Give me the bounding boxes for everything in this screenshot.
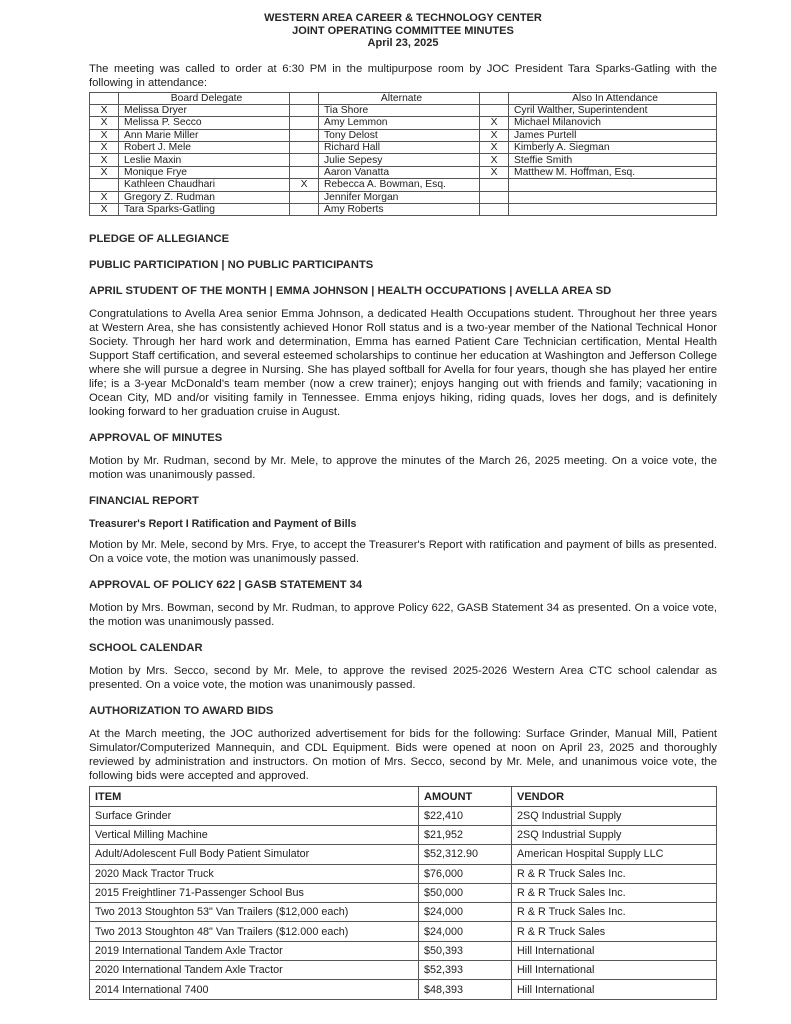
other-present-mark: X <box>480 166 509 178</box>
delegate-name: Melissa P. Secco <box>119 117 290 129</box>
alternate-present-mark <box>290 154 319 166</box>
item-header: ITEM <box>90 787 419 806</box>
bid-amount: $24,000 <box>419 922 512 941</box>
vendor-header: VENDOR <box>512 787 717 806</box>
bid-item: 2019 International Tandem Axle Tractor <box>90 941 419 960</box>
org-name: WESTERN AREA CAREER & TECHNOLOGY CENTER <box>264 12 542 24</box>
section-subheading: Treasurer's Report I Ratification and Payment of Bills <box>89 518 357 531</box>
bid-vendor: Hill International <box>512 941 717 960</box>
bid-item: Adult/Adolescent Full Body Patient Simulator <box>90 845 419 864</box>
bid-row <box>90 980 717 999</box>
attendance-row <box>90 179 717 191</box>
award-bids-section <box>89 704 717 783</box>
bid-item: 2014 International 7400 <box>90 980 419 999</box>
attendance-table <box>89 92 717 217</box>
bid-vendor: 2SQ Industrial Supply <box>512 806 717 825</box>
section-body: Motion by Mr. Mele, second by Mrs. Frye, to accept the Treasurer's Report with ratification and payment of bills as presented. On a voice vote, the motion was unanimously passed. <box>89 539 717 566</box>
bid-row <box>90 961 717 980</box>
bid-item: Two 2013 Stoughton 48" Van Trailers ($12.000 each) <box>90 922 419 941</box>
attendance-header-row <box>90 92 717 104</box>
section-body: Motion by Mrs. Secco, second by Mr. Mele, to approve the revised 2025-2026 Western Area CTC school calendar as presented. On a voice vote, the motion was unanimously passed. <box>89 665 717 692</box>
meeting-date: April 23, 2025 <box>367 37 439 49</box>
bid-amount: $50,000 <box>419 883 512 902</box>
bid-amount: $52,312.90 <box>419 845 512 864</box>
alternate-present-mark <box>290 166 319 178</box>
delegate-present-mark: X <box>90 154 119 166</box>
section-heading: PLEDGE OF ALLEGIANCE <box>89 233 230 246</box>
bid-vendor: R & R Truck Sales Inc. <box>512 864 717 883</box>
student-of-month-section <box>89 284 717 419</box>
alternate-present-mark <box>290 117 319 129</box>
other-present-mark: X <box>480 142 509 154</box>
other-present-mark <box>480 104 509 116</box>
bid-item: 2020 International Tandem Axle Tractor <box>90 961 419 980</box>
alternate-name: Tia Shore <box>319 104 480 116</box>
bid-amount: $21,952 <box>419 826 512 845</box>
alternate-name: Aaron Vanatta <box>319 166 480 178</box>
mark-header <box>90 92 119 104</box>
alternate-name: Amy Lemmon <box>319 117 480 129</box>
other-attendee <box>509 191 717 203</box>
bid-row <box>90 826 717 845</box>
delegate-name: Melissa Dryer <box>119 104 290 116</box>
amount-header: AMOUNT <box>419 787 512 806</box>
other-attendee <box>509 204 717 216</box>
minutes-page <box>89 12 717 1000</box>
bid-item: Two 2013 Stoughton 53" Van Trailers ($12,000 each) <box>90 903 419 922</box>
alternate-present-mark <box>290 191 319 203</box>
attendance-row <box>90 204 717 216</box>
section-body: Motion by Mrs. Bowman, second by Mr. Rudman, to approve Policy 622, GASB Statement 34 as presented. On a voice vote, the motion was unanimously passed. <box>89 602 717 629</box>
bid-row <box>90 903 717 922</box>
alternate-present-mark <box>290 129 319 141</box>
section-heading: APRIL STUDENT OF THE MONTH | EMMA JOHNSON | HEALTH OCCUPATIONS | AVELLA AREA SD <box>89 285 612 298</box>
attendance-row <box>90 117 717 129</box>
alternate-name: Tony Delost <box>319 129 480 141</box>
section-body: Congratulations to Avella Area senior Emma Johnson, a dedicated Health Occupations student. Throughout her three years at Western Area, she has consistently achieved Honor Roll status and is a two-year member of the National Technical Honor Society. Through her hard work and determination, Emma has earned Patient Care Technician certification, Mental Health Support Staff certification, and several esteemed scholarships to continue her education at Washington and Jefferson College where she will pursue a degree in Nursing. She has played softball for Avella for four years, though she has played her entire life; is a 3-year McDonald's team member (now a crew trainer); enjoys hanging out with friends and family; vacationing in Ocean City, MD and/or visiting family in Tennessee. Emma enjoys hiking, riding quads, loves her dogs, and is definitely looking forward to her graduation cruise in August. <box>89 308 717 419</box>
financial-report-section <box>89 494 717 566</box>
policy-section <box>89 578 717 629</box>
bid-amount: $50,393 <box>419 941 512 960</box>
alternate-present-mark <box>290 142 319 154</box>
intro-paragraph: The meeting was called to order at 6:30 PM in the multipurpose room by JOC President Tara Sparks-Gatling with the following in attendance: <box>89 62 717 89</box>
other-attendee: Kimberly A. Siegman <box>509 142 717 154</box>
bid-row <box>90 845 717 864</box>
other-attendee: Matthew M. Hoffman, Esq. <box>509 166 717 178</box>
delegate-present-mark: X <box>90 117 119 129</box>
bid-amount: $52,393 <box>419 961 512 980</box>
board-delegate-header: Board Delegate <box>119 92 290 104</box>
delegate-name: Tara Sparks-Gatling <box>119 204 290 216</box>
other-present-mark <box>480 179 509 191</box>
also-attendance-header: Also In Attendance <box>509 92 717 104</box>
bid-row <box>90 883 717 902</box>
section-heading: SCHOOL CALENDAR <box>89 642 203 655</box>
section-heading: APPROVAL OF MINUTES <box>89 432 223 445</box>
public-participation-section <box>89 258 717 272</box>
alternate-name: Jennifer Morgan <box>319 191 480 203</box>
section-heading: AUTHORIZATION TO AWARD BIDS <box>89 705 274 718</box>
alternate-present-mark <box>290 204 319 216</box>
bid-vendor: R & R Truck Sales Inc. <box>512 903 717 922</box>
document-header <box>89 12 717 50</box>
alternate-name: Julie Sepesy <box>319 154 480 166</box>
bid-item: 2015 Freightliner 71-Passenger School Bus <box>90 883 419 902</box>
other-present-mark: X <box>480 154 509 166</box>
alternate-present-mark: X <box>290 179 319 191</box>
section-heading: PUBLIC PARTICIPATION | NO PUBLIC PARTICIPANTS <box>89 259 374 272</box>
attendance-row <box>90 129 717 141</box>
delegate-present-mark: X <box>90 129 119 141</box>
bid-row <box>90 806 717 825</box>
alternate-name: Rebecca A. Bowman, Esq. <box>319 179 480 191</box>
alternate-name: Richard Hall <box>319 142 480 154</box>
approval-of-minutes-section <box>89 431 717 482</box>
bid-amount: $48,393 <box>419 980 512 999</box>
school-calendar-section <box>89 641 717 692</box>
mark-header <box>480 92 509 104</box>
pledge-section <box>89 232 717 246</box>
bids-header-row <box>90 787 717 806</box>
attendance-row <box>90 166 717 178</box>
other-attendee <box>509 179 717 191</box>
bid-vendor: American Hospital Supply LLC <box>512 845 717 864</box>
bid-vendor: Hill International <box>512 980 717 999</box>
other-present-mark: X <box>480 129 509 141</box>
delegate-present-mark: X <box>90 104 119 116</box>
bids-table <box>89 786 717 999</box>
attendance-row <box>90 191 717 203</box>
delegate-name: Kathleen Chaudhari <box>119 179 290 191</box>
bid-amount: $76,000 <box>419 864 512 883</box>
document-title: JOINT OPERATING COMMITTEE MINUTES <box>292 24 514 37</box>
other-present-mark <box>480 191 509 203</box>
section-heading: APPROVAL OF POLICY 622 | GASB STATEMENT 34 <box>89 579 363 592</box>
other-attendee: Michael Milanovich <box>509 117 717 129</box>
attendance-row <box>90 142 717 154</box>
mark-header <box>290 92 319 104</box>
bid-amount: $24,000 <box>419 903 512 922</box>
delegate-name: Gregory Z. Rudman <box>119 191 290 203</box>
bid-vendor: R & R Truck Sales <box>512 922 717 941</box>
other-present-mark <box>480 204 509 216</box>
other-attendee: Steffie Smith <box>509 154 717 166</box>
bid-row <box>90 864 717 883</box>
bid-row <box>90 922 717 941</box>
delegate-present-mark: X <box>90 204 119 216</box>
section-heading: FINANCIAL REPORT <box>89 495 199 508</box>
delegate-name: Ann Marie Miller <box>119 129 290 141</box>
bid-item: Vertical Milling Machine <box>90 826 419 845</box>
bid-vendor: R & R Truck Sales Inc. <box>512 883 717 902</box>
section-body: At the March meeting, the JOC authorized advertisement for bids for the following: Surface Grinder, Manual Mill, Patient Simulator/Computerized Mannequin, and CDL Equipment. Bids were opened at noon on April 23, 2025 and thoroughly reviewed by administration and instructors. On motion of Mrs. Secco, second by Mr. Mele, and unanimous voice vote, the following bids were accepted and approved. <box>89 728 717 783</box>
other-present-mark: X <box>480 117 509 129</box>
bid-vendor: Hill International <box>512 961 717 980</box>
delegate-present-mark: X <box>90 191 119 203</box>
other-attendee: Cyril Walther, Superintendent <box>509 104 717 116</box>
alternate-name: Amy Roberts <box>319 204 480 216</box>
delegate-name: Monique Frye <box>119 166 290 178</box>
delegate-present-mark: X <box>90 166 119 178</box>
bid-amount: $22,410 <box>419 806 512 825</box>
delegate-present-mark <box>90 179 119 191</box>
delegate-name: Robert J. Mele <box>119 142 290 154</box>
bid-item: Surface Grinder <box>90 806 419 825</box>
alternate-present-mark <box>290 104 319 116</box>
bid-vendor: 2SQ Industrial Supply <box>512 826 717 845</box>
delegate-name: Leslie Maxin <box>119 154 290 166</box>
bid-row <box>90 941 717 960</box>
attendance-row <box>90 104 717 116</box>
other-attendee: James Purtell <box>509 129 717 141</box>
bid-item: 2020 Mack Tractor Truck <box>90 864 419 883</box>
section-body: Motion by Mr. Rudman, second by Mr. Mele, to approve the minutes of the March 26, 2025 meeting. On a voice vote, the motion was unanimously passed. <box>89 455 717 482</box>
delegate-present-mark: X <box>90 142 119 154</box>
alternate-header: Alternate <box>319 92 480 104</box>
attendance-row <box>90 154 717 166</box>
